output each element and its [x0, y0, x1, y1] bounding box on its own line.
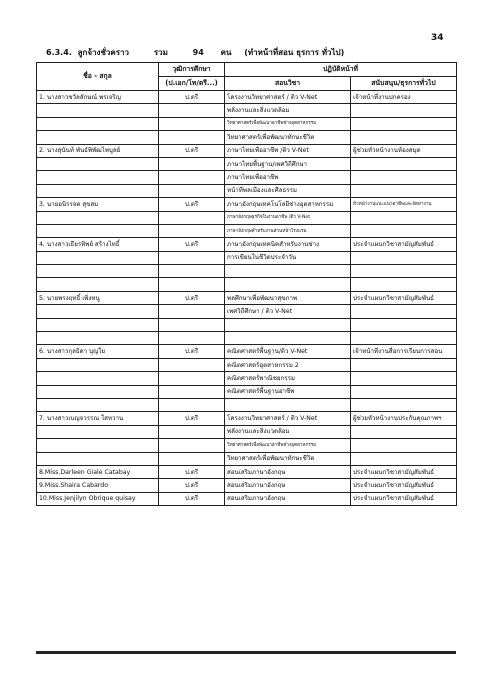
- cell-qualification: [159, 385, 225, 398]
- cell-support: [351, 211, 457, 224]
- cell-qualification: ป.ตรี: [159, 479, 225, 492]
- cell-subject: หน้าที่พลเมืองและศีลธรรม: [225, 184, 351, 197]
- table-row: [37, 251, 457, 264]
- staff-table: [36, 62, 457, 506]
- table-row: [37, 117, 457, 130]
- cell-support: ประจำแผนกวิชาสามัญสัมพันธ์: [351, 238, 457, 251]
- cell-support: ผู้ช่วยหัวหน้างานห้องสมุด: [351, 144, 457, 157]
- cell-qualification: [159, 425, 225, 438]
- page-number: 34: [431, 33, 444, 43]
- header-qualification: วุฒิการศึกษา: [159, 63, 225, 77]
- total-label: รวม: [153, 48, 168, 57]
- cell-subject: [225, 265, 351, 278]
- cell-subject: ภาษาอังกฤษสำหรับงานส่วนหน้าโรงแรม: [225, 224, 351, 237]
- cell-qualification: [159, 372, 225, 385]
- cell-qualification: [159, 452, 225, 465]
- table-row: [37, 265, 457, 278]
- table-row: [37, 318, 457, 331]
- cell-qualification: ป.ตรี: [159, 345, 225, 358]
- cell-support: [351, 157, 457, 170]
- cell-subject: คณิตศาสตร์พื้นฐาน/ติว V-Net: [225, 345, 351, 358]
- cell-qualification: [159, 305, 225, 318]
- table-row: [37, 412, 457, 425]
- cell-support: [351, 318, 457, 331]
- cell-subject: ภาษาไทยพื้นฐาน/เพศวิถีศึกษา: [225, 157, 351, 170]
- table-row: [37, 385, 457, 398]
- header-teaching: สอนวิชา: [225, 77, 351, 91]
- cell-subject: พลังงานและสิ่งแวดล้อม: [225, 425, 351, 438]
- cell-subject: [225, 318, 351, 331]
- cell-support: ผู้ช่วยหัวหน้างานประกันคุณภาพฯ: [351, 412, 457, 425]
- cell-support: [351, 265, 457, 278]
- cell-support: [351, 171, 457, 184]
- cell-qualification: ป.ตรี: [159, 492, 225, 505]
- table-row: [37, 171, 457, 184]
- cell-support: [351, 439, 457, 452]
- cell-subject: สอนเสริมภาษาอังกฤษ: [225, 465, 351, 478]
- cell-support: [351, 425, 457, 438]
- cell-name: [37, 184, 159, 197]
- table-row: [37, 439, 457, 452]
- cell-qualification: [159, 318, 225, 331]
- table-row: [37, 224, 457, 237]
- cell-support: [351, 104, 457, 117]
- cell-support: [351, 372, 457, 385]
- section-label: ลูกจ้างชั่วคราว: [77, 48, 130, 57]
- cell-name: [37, 385, 159, 398]
- cell-support: [351, 251, 457, 264]
- cell-qualification: [159, 131, 225, 144]
- cell-name: [37, 398, 159, 411]
- footer-rule: [36, 651, 456, 654]
- table-row: [37, 345, 457, 358]
- table-body: [37, 91, 457, 506]
- cell-qualification: [159, 117, 225, 130]
- cell-qualification: ป.ตรี: [159, 291, 225, 304]
- cell-name: [37, 305, 159, 318]
- cell-subject: [225, 398, 351, 411]
- cell-name: [37, 278, 159, 291]
- cell-support: [351, 184, 457, 197]
- unit-label: คน: [220, 48, 232, 57]
- table-row: [37, 91, 457, 104]
- cell-subject: วิทยาศาสตร์เพื่อพัฒนาทักษะชีวิต: [225, 131, 351, 144]
- table-row: [37, 398, 457, 411]
- cell-qualification: ป.ตรี: [159, 238, 225, 251]
- table-row: [37, 211, 457, 224]
- table-row: [37, 372, 457, 385]
- cell-subject: สอนเสริมภาษาอังกฤษ: [225, 492, 351, 505]
- cell-name: [37, 318, 159, 331]
- cell-subject: สอนเสริมภาษาอังกฤษ: [225, 479, 351, 492]
- table-row: [37, 198, 457, 211]
- cell-name: 7. นางสาวเบญจวรรณ ใสหวาน: [37, 412, 159, 425]
- table-row: [37, 465, 457, 478]
- cell-support: ประจำแผนกวิชาสามัญสัมพันธ์: [351, 465, 457, 478]
- cell-subject: ภาษาอังกฤษธุรกิจในงานอาชีพ /ติว V-Net: [225, 211, 351, 224]
- cell-qualification: ป.ตรี: [159, 144, 225, 157]
- cell-qualification: [159, 398, 225, 411]
- cell-subject: คณิตศาสตร์อุตสาหกรรม 2: [225, 358, 351, 371]
- cell-qualification: [159, 251, 225, 264]
- header-duty: ปฏิบัติหน้าที่: [225, 63, 457, 77]
- cell-name: [37, 358, 159, 371]
- cell-name: [37, 265, 159, 278]
- section-title: [46, 46, 344, 59]
- cell-support: [351, 305, 457, 318]
- cell-name: [37, 117, 159, 130]
- cell-subject: เพศวิถีศึกษา / ติว V-Net: [225, 305, 351, 318]
- section-code: 6.3.4.: [46, 48, 72, 57]
- cell-qualification: [159, 358, 225, 371]
- cell-name: [37, 372, 159, 385]
- cell-qualification: [159, 439, 225, 452]
- table-row: [37, 492, 457, 505]
- table-row: [37, 305, 457, 318]
- cell-name: 6. นางสาวกุลธิดา บุญใย: [37, 345, 159, 358]
- cell-qualification: [159, 332, 225, 345]
- header-name: ชื่อ - สกุล: [37, 63, 159, 91]
- cell-support: [351, 117, 457, 130]
- cell-support: ประจำแผนกวิชาสามัญสัมพันธ์: [351, 479, 457, 492]
- cell-qualification: [159, 171, 225, 184]
- cell-subject: ภาษาอังกฤษเทคโนโลยีช่างอุตสาหกรรม: [225, 198, 351, 211]
- total-count: 94: [192, 48, 204, 57]
- cell-subject: วิทยาศาสตร์เพื่อพัฒนาทักษะชีวิต: [225, 452, 351, 465]
- cell-support: [351, 385, 457, 398]
- cell-subject: [225, 332, 351, 345]
- cell-subject: ภาษาอังกฤษเทคนิคสำหรับงานช่าง: [225, 238, 351, 251]
- cell-name: [37, 171, 159, 184]
- cell-subject: พลศึกษาเพื่อพัฒนาสุขภาพ: [225, 291, 351, 304]
- cell-name: [37, 224, 159, 237]
- cell-support: หัวหน้างานแนะแนวอาชีพและจัดหางาน: [351, 198, 457, 211]
- cell-support: [351, 398, 457, 411]
- cell-qualification: ป.ตรี: [159, 91, 225, 104]
- cell-support: ประจำแผนกวิชาสามัญสัมพันธ์: [351, 291, 457, 304]
- cell-subject: การเขียนในชีวิตประจำวัน: [225, 251, 351, 264]
- cell-name: [37, 211, 159, 224]
- header-support: สนับสนุน/ธุรการทั่วไป: [351, 77, 457, 91]
- cell-support: [351, 224, 457, 237]
- cell-subject: คณิตศาสตร์พาณิชยกรรม: [225, 372, 351, 385]
- duty-note: (ทำหน้าที่สอน ธุรการ ทั่วไป): [244, 48, 345, 57]
- cell-subject: โครงงานวิทยาศาสตร์ / ติว V-Net: [225, 91, 351, 104]
- cell-subject: วิทยาศาสตร์เพื่อพัฒนาอาชีพช่างอุตสาหกรรม: [225, 117, 351, 130]
- cell-support: เจ้าหน้าที่งานปกครอง: [351, 91, 457, 104]
- cell-support: [351, 332, 457, 345]
- cell-name: [37, 157, 159, 170]
- cell-name: 2. นางสุนันท์ พันธ์พิพัฒไพบูลย์: [37, 144, 159, 157]
- cell-subject: พลังงานและสิ่งแวดล้อม: [225, 104, 351, 117]
- cell-subject: ภาษาไทยเพื่ออาชีพ /ติว V-Net: [225, 144, 351, 157]
- cell-qualification: [159, 184, 225, 197]
- cell-subject: ภาษาไทยเพื่ออาชีพ: [225, 171, 351, 184]
- cell-name: [37, 452, 159, 465]
- cell-name: 9.Miss.Shaira Cabardo: [37, 479, 159, 492]
- cell-support: [351, 131, 457, 144]
- table-row: [37, 425, 457, 438]
- cell-subject: วิทยาศาสตร์เพื่อพัฒนาอาชีพช่างอุตสาหกรรม: [225, 439, 351, 452]
- cell-qualification: ป.ตรี: [159, 198, 225, 211]
- cell-support: [351, 358, 457, 371]
- cell-subject: คณิตศาสตร์พื้นฐานอาชีพ: [225, 385, 351, 398]
- cell-qualification: ป.ตรี: [159, 465, 225, 478]
- table-row: [37, 157, 457, 170]
- cell-name: [37, 332, 159, 345]
- cell-name: 5. นายพรงฤทธิ์ เพิ่งหนู: [37, 291, 159, 304]
- cell-qualification: [159, 278, 225, 291]
- table-row: [37, 358, 457, 371]
- table-row: [37, 144, 457, 157]
- table-row: [37, 278, 457, 291]
- cell-qualification: [159, 224, 225, 237]
- cell-name: [37, 251, 159, 264]
- table-row: [37, 238, 457, 251]
- cell-name: 1. นางสาวชวัลลักษณ์ พรเจริญ: [37, 91, 159, 104]
- cell-qualification: [159, 104, 225, 117]
- cell-name: [37, 131, 159, 144]
- cell-name: [37, 425, 159, 438]
- table-row: [37, 479, 457, 492]
- table-row: [37, 104, 457, 117]
- table-row: [37, 291, 457, 304]
- cell-subject: [225, 278, 351, 291]
- cell-support: [351, 452, 457, 465]
- cell-qualification: [159, 211, 225, 224]
- table-row: [37, 131, 457, 144]
- cell-name: 4. นางสาวเธียรทิพย์ สร้างไทธิ์: [37, 238, 159, 251]
- cell-name: 10.Miss.Jenjilyn Obrique quisay: [37, 492, 159, 505]
- cell-support: เจ้าหน้าที่งานสื่อการเรียนการสอน: [351, 345, 457, 358]
- cell-name: 3. นายอนิรรจต สุขสม: [37, 198, 159, 211]
- cell-qualification: [159, 265, 225, 278]
- cell-subject: โครงงานวิทยาศาสตร์ / ติว V-Net: [225, 412, 351, 425]
- table-row: [37, 452, 457, 465]
- header-qualification-sub: (ป.เอก/โท/ตรี...): [159, 77, 225, 91]
- cell-qualification: [159, 157, 225, 170]
- cell-name: 8.Miss.Darleen Giale Catabay: [37, 465, 159, 478]
- table-row: [37, 332, 457, 345]
- cell-name: [37, 439, 159, 452]
- cell-support: [351, 278, 457, 291]
- cell-qualification: ป.ตรี: [159, 412, 225, 425]
- cell-name: [37, 104, 159, 117]
- table-row: [37, 184, 457, 197]
- cell-support: ประจำแผนกวิชาสามัญสัมพันธ์: [351, 492, 457, 505]
